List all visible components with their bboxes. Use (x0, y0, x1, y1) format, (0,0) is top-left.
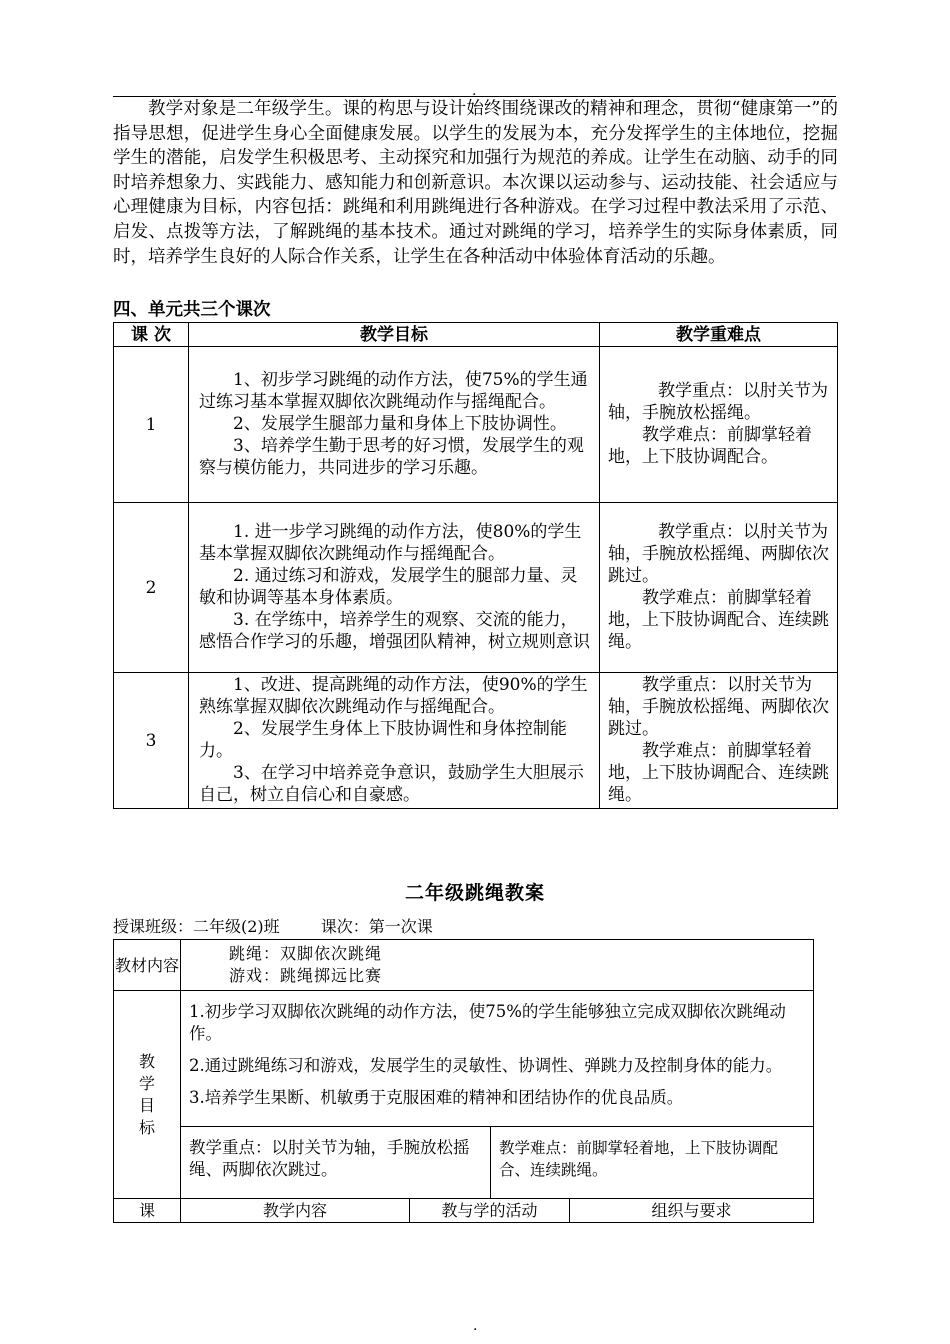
lesson-goals (189, 347, 600, 503)
lesson-keys (600, 503, 838, 673)
plan-title: 二年级跳绳教案 (404, 882, 545, 904)
header-keys: 教学重难点 (600, 323, 838, 347)
plan-meta (113, 917, 469, 937)
lesson-number: 2 (114, 503, 189, 673)
key-point: 教学重点：以肘关节为轴，手腕放松摇绳、两脚依次跳过。 (608, 675, 829, 739)
footer-lesson: 课 (114, 1199, 181, 1223)
header-goals: 教学目标 (189, 323, 600, 347)
material-item: 跳绳：双脚依次跳绳 (229, 944, 383, 963)
material-content (181, 940, 814, 991)
key-point: 教学重点：以肘关节为轴，手腕放松摇绳、两脚依次跳过。 (608, 522, 829, 586)
class-label: 授课班级：二年级(2)班 (113, 917, 280, 936)
lesson-number: 3 (114, 673, 189, 809)
key-point: 教学重点：以肘关节为轴，手腕放松摇绳。 (608, 381, 828, 423)
key-point: 教学重点：以肘关节为轴，手腕放松摇绳、两脚依次跳过。 (181, 1127, 491, 1199)
footer-activities: 教与学的活动 (410, 1199, 570, 1223)
material-item: 游戏：跳绳掷远比赛 (229, 966, 383, 985)
table-row (114, 503, 838, 673)
goal-item: 2.通过跳绳练习和游戏，发展学生的灵敏性、协调性、弹跳力及控制身体的能力。 (189, 1056, 783, 1075)
lesson-keys (600, 347, 838, 503)
bottom-dot: . (473, 1318, 478, 1334)
goal-item: 3、培养学生勤于思考的好习惯，发展学生的观察与模仿能力，共同进步的学习乐趣。 (199, 436, 584, 478)
plan-footer-header (114, 1199, 814, 1223)
lesson-number: 1 (114, 347, 189, 503)
intro-paragraph: 教学对象是二年级学生。课的构思与设计始终围绕课改的精神和理念，贯彻“健康第一”的指导思想，促进学生身心全面健康发展。以学生的发展为本，充分发挥学生的主体地位，挖掘学生的潜能，启发学生积极思考、主动探究和加强行为规范的养成。让学生在动脑、动手的同时培养想象力、实践能力、感知能力和创新意识。本次课以运动参与、运动技能、社会适应与心理健康为目标，内容包括：跳绳和利用跳绳进行各种游戏。在学习过程中教法采用了示范、启发、点拨等方法，了解跳绳的基本技术。通过对跳绳的学习，培养学生的实际身体素质，同时，培养学生良好的人际合作关系，让学生在各种活动中体验体育活动的乐趣。 (113, 99, 838, 267)
footer-content: 教学内容 (181, 1199, 410, 1223)
goal-item: 3、在学习中培养竞争意识，鼓励学生大胆展示自己，树立自信心和自豪感。 (199, 763, 584, 805)
table-row (114, 673, 838, 809)
difficult-point: 教学难点：前脚掌轻着地，上下肢协调配合、连续跳绳。 (608, 741, 829, 805)
goals-row (114, 991, 814, 1127)
difficult-point: 教学难点：前脚掌轻着地，上下肢协调配合、连续跳绳。 (491, 1127, 814, 1199)
goal-item: 1、改进、提高跳绳的动作方法，使90%的学生熟练掌握双脚依次跳绳动作与摇绳配合。 (199, 675, 588, 717)
plan-table (113, 939, 814, 1223)
key-points-row (114, 1127, 814, 1199)
difficult-point: 教学难点：前脚掌轻着地，上下肢协调配合。 (608, 425, 812, 467)
goal-item: 1. 进一步学习跳绳的动作方法，使80%的学生基本掌握双脚依次跳绳动作与摇绳配合。 (199, 522, 582, 564)
goals-label: 教 学 目 标 (114, 991, 181, 1199)
lesson-label: 课次：第一次课 (320, 917, 433, 936)
goal-item: 3.培养学生果断、机敏勇于克服困难的精神和团结协作的优良品质。 (189, 1088, 684, 1107)
material-label: 教材内容 (114, 940, 181, 991)
section-heading: 四、单元共三个课次 (113, 300, 271, 320)
material-row (114, 940, 814, 991)
goal-item: 2. 通过练习和游戏，发展学生的腿部力量、灵敏和协调等基本身体素质。 (199, 566, 578, 608)
goal-item: 2、发展学生身体上下肢协调性和身体控制能力。 (199, 719, 567, 761)
goals-content (181, 991, 814, 1127)
table-row (114, 347, 838, 503)
top-dot: . (472, 83, 477, 99)
goal-item: 1.初步学习双脚依次跳绳的动作方法，使75%的学生能够独立完成双脚依次跳绳动作。 (189, 1002, 786, 1043)
lesson-goals (189, 503, 600, 673)
goal-item: 2、发展学生腿部力量和身体上下肢协调性。 (233, 414, 567, 434)
header-lesson: 课 次 (114, 323, 189, 347)
unit-table-header (114, 323, 838, 347)
footer-organization: 组织与要求 (570, 1199, 814, 1223)
difficult-point: 教学难点：前脚掌轻着地，上下肢协调配合、连续跳绳。 (608, 588, 829, 652)
unit-table (113, 322, 838, 809)
goal-item: 3. 在学练中，培养学生的观察、交流的能力，感悟合作学习的乐趣，增强团队精神，树立规则意识 (199, 610, 590, 652)
lesson-keys (600, 673, 838, 809)
goal-item: 1、初步学习跳绳的动作方法，使75%的学生通过练习基本掌握双脚依次跳绳动作与摇绳配合。 (199, 370, 588, 412)
lesson-goals (189, 673, 600, 809)
